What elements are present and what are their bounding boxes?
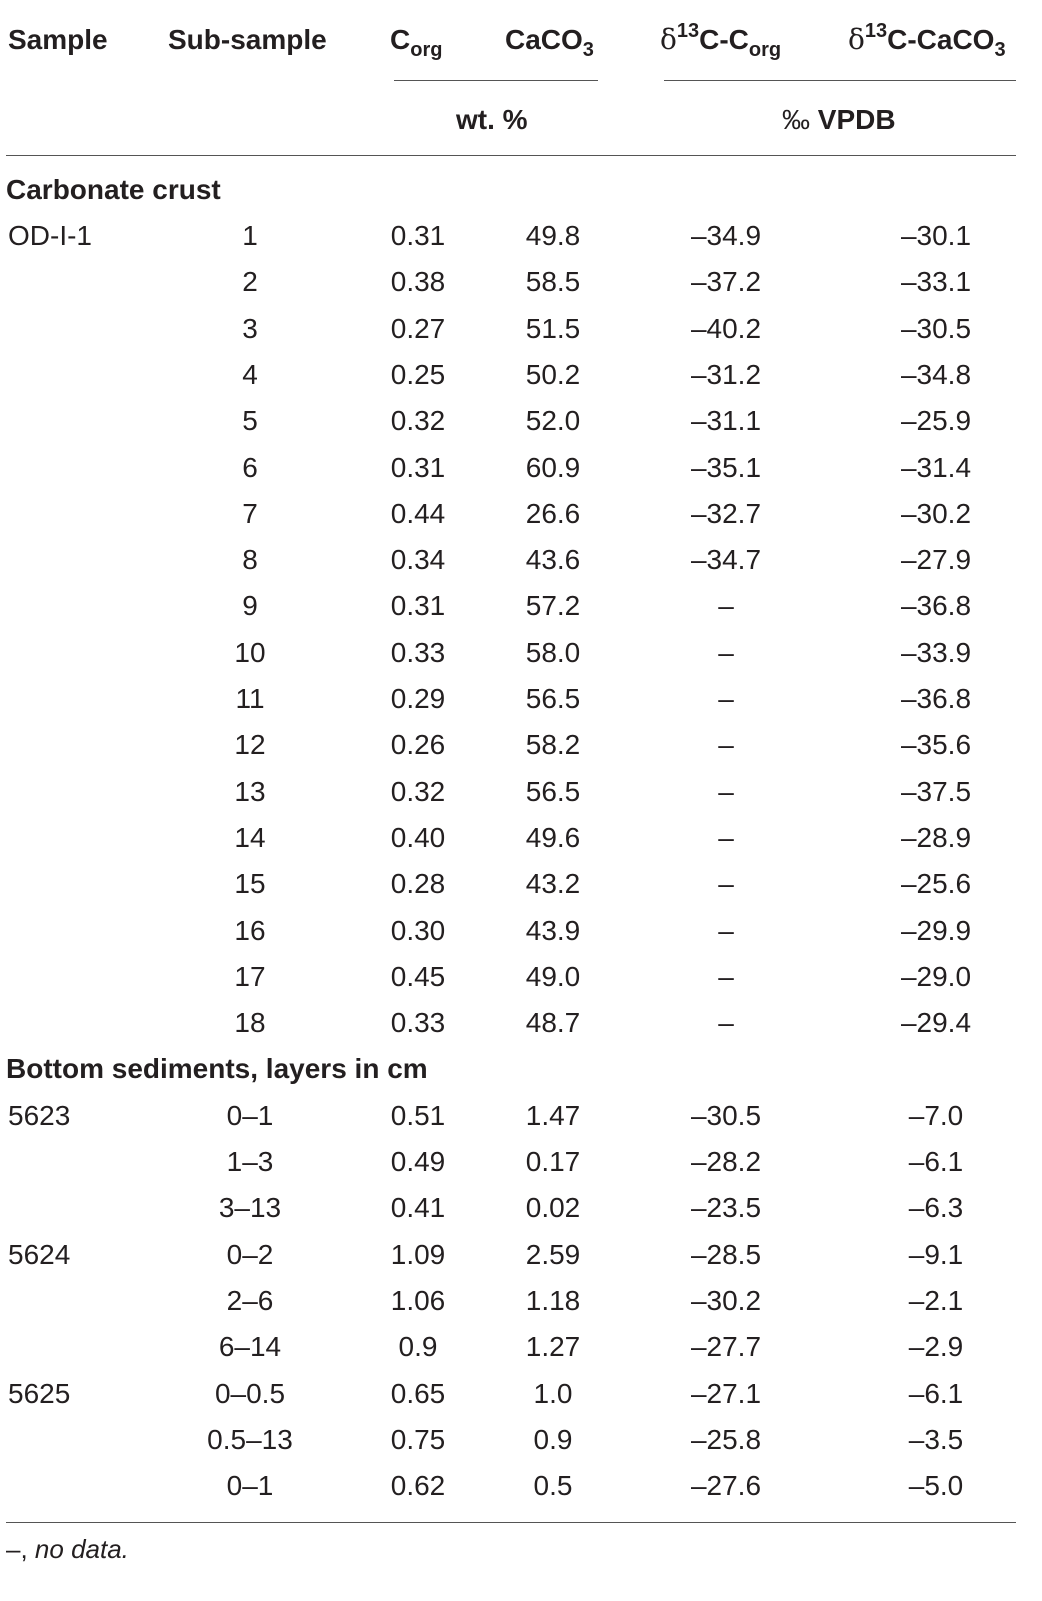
cell-subsample: 5 xyxy=(242,405,258,437)
cell-d13c-corg: –27.1 xyxy=(690,1377,762,1409)
cell-caco3: 60.9 xyxy=(525,451,581,483)
cell-caco3: 0.9 xyxy=(533,1423,573,1455)
cell-caco3: 43.9 xyxy=(525,914,581,946)
header-subsample: Sub-sample xyxy=(168,24,327,55)
cell-d13c-corg: –31.2 xyxy=(690,358,762,390)
table-row xyxy=(0,491,1042,537)
header-corg-sub: org xyxy=(410,39,443,61)
cell-caco3: 0.02 xyxy=(525,1192,581,1224)
cell-d13c-caco3: –36.8 xyxy=(900,590,972,622)
table-row xyxy=(0,954,1042,1000)
cell-corg: 0.28 xyxy=(390,868,446,900)
cell-d13c-caco3: –28.9 xyxy=(900,821,972,853)
cell-subsample: 10 xyxy=(234,636,266,668)
header-d13c-corg-c: C-C xyxy=(699,24,749,55)
table-row xyxy=(0,1139,1042,1185)
footnote xyxy=(6,1532,129,1566)
cell-d13c-caco3: –3.5 xyxy=(908,1423,964,1455)
cell-subsample: 3–13 xyxy=(218,1192,282,1224)
cell-corg: 0.33 xyxy=(390,636,446,668)
table-bottom-rule xyxy=(6,1522,1016,1523)
header-bottom-rule xyxy=(6,155,1016,156)
header-unit-vpdb-label: VPDB xyxy=(817,104,896,135)
table-row xyxy=(0,213,1042,259)
cell-subsample: 3 xyxy=(242,312,258,344)
cell-subsample: 2 xyxy=(242,266,258,298)
cell-subsample: 16 xyxy=(234,914,266,946)
cell-caco3: 1.27 xyxy=(525,1331,581,1363)
cell-caco3: 43.6 xyxy=(525,544,581,576)
cell-d13c-caco3: –29.0 xyxy=(900,960,972,992)
cell-corg: 0.29 xyxy=(390,683,446,714)
header-d13c-caco3-sup: 13 xyxy=(864,20,888,42)
cell-corg: 0.45 xyxy=(390,960,446,992)
section-carbonate-crust: Carbonate crust xyxy=(6,174,221,205)
cell-d13c-corg: – xyxy=(718,821,734,853)
cell-caco3: 56.5 xyxy=(525,775,581,807)
cell-corg: 1.09 xyxy=(390,1238,446,1270)
cell-caco3: 58.5 xyxy=(525,266,581,298)
cell-d13c-corg: –31.1 xyxy=(690,405,762,437)
cell-corg: 0.33 xyxy=(390,1007,446,1039)
header-caco3-base: CaCO xyxy=(505,24,583,55)
table-row xyxy=(0,1093,1042,1139)
cell-d13c-caco3: –36.8 xyxy=(900,683,972,714)
header-d13c-caco3-delta: δ xyxy=(848,23,865,56)
cell-d13c-corg: – xyxy=(718,868,734,900)
table-row xyxy=(0,630,1042,676)
cell-subsample: 4 xyxy=(242,358,258,390)
cell-d13c-corg: –27.7 xyxy=(690,1331,762,1363)
header-unit-vpdb xyxy=(782,104,896,136)
cell-d13c-caco3: –5.0 xyxy=(908,1470,964,1502)
cell-caco3: 50.2 xyxy=(525,358,581,390)
cell-subsample: 0–0.5 xyxy=(214,1377,286,1409)
cell-subsample: 0.5–13 xyxy=(207,1423,293,1455)
cell-caco3: 48.7 xyxy=(525,1007,581,1039)
cell-subsample: 11 xyxy=(235,683,265,714)
header-d13c-caco3-c: C-CaCO xyxy=(887,24,995,55)
header-caco3-sub: 3 xyxy=(582,39,594,61)
cell-corg: 0.31 xyxy=(390,590,446,622)
cell-corg: 0.65 xyxy=(390,1377,446,1409)
cell-d13c-corg: –25.8 xyxy=(690,1423,762,1455)
header-caco3 xyxy=(505,24,594,61)
cell-subsample: 9 xyxy=(242,590,258,622)
cell-subsample: 0–1 xyxy=(226,1470,274,1502)
cell-corg: 1.06 xyxy=(390,1284,446,1316)
cell-d13c-corg: –30.5 xyxy=(690,1099,762,1131)
header-d13c-corg-sup: 13 xyxy=(676,20,700,42)
cell-d13c-caco3: –7.0 xyxy=(908,1099,964,1131)
table-row xyxy=(0,815,1042,861)
cell-subsample: 18 xyxy=(234,1007,266,1039)
cell-corg: 0.51 xyxy=(390,1099,446,1131)
cell-sample: 5624 xyxy=(8,1238,71,1270)
cell-subsample: 2–6 xyxy=(226,1284,274,1316)
cell-subsample: 14 xyxy=(234,821,266,853)
cell-subsample: 17 xyxy=(234,960,266,992)
header-subrule-vpdb xyxy=(664,80,1016,81)
footnote-symbol: –, xyxy=(6,1534,28,1564)
cell-d13c-corg: – xyxy=(718,683,734,714)
header-d13c-corg-sub: org xyxy=(748,39,782,61)
cell-caco3: 26.6 xyxy=(525,497,581,529)
table-row xyxy=(0,1278,1042,1324)
cell-caco3: 0.5 xyxy=(533,1470,573,1502)
cell-corg: 0.31 xyxy=(390,220,446,251)
cell-d13c-corg: –23.5 xyxy=(690,1192,762,1224)
cell-caco3: 43.2 xyxy=(525,868,581,900)
cell-d13c-corg: – xyxy=(718,914,734,946)
cell-d13c-caco3: –30.1 xyxy=(900,220,972,251)
cell-caco3: 49.8 xyxy=(525,220,581,251)
cell-d13c-corg: – xyxy=(718,1007,734,1039)
cell-corg: 0.27 xyxy=(390,312,446,344)
cell-caco3: 1.0 xyxy=(533,1377,573,1409)
cell-d13c-caco3: –25.6 xyxy=(900,868,972,900)
table-row xyxy=(0,1463,1042,1509)
cell-subsample: 0–1 xyxy=(226,1099,274,1131)
header-sample: Sample xyxy=(8,24,108,55)
cell-d13c-corg: –30.2 xyxy=(690,1284,762,1316)
cell-corg: 0.40 xyxy=(390,821,446,853)
cell-caco3: 52.0 xyxy=(525,405,581,437)
cell-d13c-corg: – xyxy=(718,775,734,807)
header-corg-base: C xyxy=(390,24,411,55)
cell-d13c-caco3: –25.9 xyxy=(900,405,972,437)
cell-d13c-caco3: –31.4 xyxy=(900,451,972,483)
table-row xyxy=(0,861,1042,907)
cell-d13c-corg: – xyxy=(718,729,734,761)
cell-corg: 0.49 xyxy=(390,1146,446,1177)
cell-corg: 0.32 xyxy=(390,775,446,807)
footnote-text: no data. xyxy=(34,1534,129,1564)
cell-d13c-caco3: –29.4 xyxy=(900,1007,972,1039)
table-row xyxy=(0,306,1042,352)
cell-corg: 0.41 xyxy=(390,1192,446,1224)
cell-d13c-corg: – xyxy=(718,636,734,668)
cell-d13c-caco3: –9.1 xyxy=(908,1238,964,1270)
cell-corg: 0.30 xyxy=(390,914,446,946)
cell-d13c-corg: –28.5 xyxy=(690,1238,762,1270)
cell-caco3: 51.5 xyxy=(525,312,581,344)
cell-caco3: 56.5 xyxy=(525,683,581,714)
cell-subsample: 0–2 xyxy=(226,1238,274,1270)
header-d13c-caco3-sub: 3 xyxy=(994,39,1006,61)
cell-d13c-corg: –34.9 xyxy=(690,220,762,251)
cell-d13c-caco3: –6.3 xyxy=(908,1192,964,1224)
table-row xyxy=(0,445,1042,491)
cell-d13c-corg: – xyxy=(718,590,734,622)
cell-corg: 0.75 xyxy=(390,1423,446,1455)
cell-d13c-caco3: –30.5 xyxy=(900,312,972,344)
cell-caco3: 49.0 xyxy=(525,960,581,992)
header-d13c-caco3 xyxy=(848,20,1006,61)
cell-d13c-caco3: –33.1 xyxy=(900,266,972,298)
cell-subsample: 6 xyxy=(242,451,258,483)
cell-corg: 0.34 xyxy=(390,544,446,576)
cell-d13c-corg: –35.1 xyxy=(690,451,762,483)
table-row xyxy=(0,1232,1042,1278)
table-row xyxy=(0,259,1042,305)
section-bottom-sediments: Bottom sediments, layers in cm xyxy=(6,1053,428,1085)
header-unit-vpdb-permil: ‰ xyxy=(782,104,810,135)
cell-sample: OD-I-1 xyxy=(8,220,92,251)
cell-caco3: 58.2 xyxy=(525,729,581,761)
cell-corg: 0.62 xyxy=(390,1470,446,1502)
cell-d13c-caco3: –34.8 xyxy=(900,358,972,390)
cell-d13c-caco3: –33.9 xyxy=(900,636,972,668)
table-row xyxy=(0,676,1042,722)
cell-subsample: 1–3 xyxy=(226,1146,274,1177)
cell-corg: 0.32 xyxy=(390,405,446,437)
cell-caco3: 2.59 xyxy=(525,1238,581,1270)
cell-d13c-corg: –37.2 xyxy=(690,266,762,298)
cell-subsample: 6–14 xyxy=(218,1331,282,1363)
cell-corg: 0.25 xyxy=(390,358,446,390)
cell-caco3: 1.47 xyxy=(525,1099,581,1131)
cell-corg: 0.26 xyxy=(390,729,446,761)
table-row xyxy=(0,1324,1042,1370)
header-d13c-corg-delta: δ xyxy=(660,23,677,56)
cell-sample: 5625 xyxy=(8,1377,71,1409)
header-subrule-wt xyxy=(394,80,598,81)
cell-subsample: 7 xyxy=(242,497,258,529)
cell-d13c-corg: – xyxy=(718,960,734,992)
cell-corg: 0.9 xyxy=(398,1331,438,1363)
cell-subsample: 13 xyxy=(234,775,266,807)
cell-caco3: 1.18 xyxy=(525,1284,581,1316)
cell-d13c-corg: –40.2 xyxy=(690,312,762,344)
header-corg xyxy=(390,24,443,61)
cell-d13c-caco3: –35.6 xyxy=(900,729,972,761)
table-row xyxy=(0,908,1042,954)
cell-d13c-corg: –28.2 xyxy=(690,1146,762,1177)
cell-subsample: 8 xyxy=(242,544,258,576)
cell-subsample: 12 xyxy=(234,729,266,761)
cell-d13c-caco3: –6.1 xyxy=(908,1146,964,1177)
table-header xyxy=(0,0,1042,160)
cell-subsample: 1 xyxy=(242,220,258,251)
cell-d13c-corg: –27.6 xyxy=(690,1470,762,1502)
cell-d13c-caco3: –2.1 xyxy=(908,1284,964,1316)
cell-corg: 0.31 xyxy=(390,451,446,483)
table-row xyxy=(0,722,1042,768)
cell-corg: 0.44 xyxy=(390,497,446,529)
cell-caco3: 0.17 xyxy=(525,1146,581,1177)
cell-sample: 5623 xyxy=(8,1099,71,1131)
cell-caco3: 58.0 xyxy=(525,636,581,668)
table-row xyxy=(0,1000,1042,1046)
table-row xyxy=(0,1185,1042,1231)
table-row xyxy=(0,352,1042,398)
cell-d13c-caco3: –30.2 xyxy=(900,497,972,529)
cell-corg: 0.38 xyxy=(390,266,446,298)
cell-d13c-caco3: –29.9 xyxy=(900,914,972,946)
header-unit-wt: wt. % xyxy=(456,104,528,135)
cell-d13c-corg: –32.7 xyxy=(690,497,762,529)
cell-d13c-caco3: –37.5 xyxy=(900,775,972,807)
cell-subsample: 15 xyxy=(234,868,266,900)
table-row xyxy=(0,537,1042,583)
cell-d13c-caco3: –27.9 xyxy=(900,544,972,576)
cell-d13c-caco3: –2.9 xyxy=(908,1331,964,1363)
table-row xyxy=(0,1417,1042,1463)
header-d13c-corg xyxy=(660,20,782,61)
table-row xyxy=(0,769,1042,815)
cell-d13c-caco3: –6.1 xyxy=(908,1377,964,1409)
table-row xyxy=(0,398,1042,444)
table-row xyxy=(0,1371,1042,1417)
table-row xyxy=(0,583,1042,629)
cell-caco3: 57.2 xyxy=(525,590,581,622)
cell-caco3: 49.6 xyxy=(525,821,581,853)
cell-d13c-corg: –34.7 xyxy=(690,544,762,576)
